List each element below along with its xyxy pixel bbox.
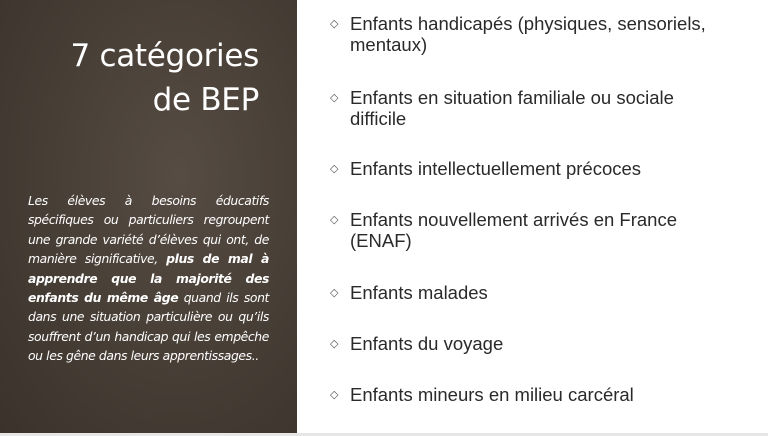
intro-text-1: Les élèves à besoins éducatifs spécifiques ou particuliers regroupent une grande variété d’élèves qui ont, de manière significative, <box>28 193 269 267</box>
slide-title <box>71 34 259 122</box>
diamond-bullet-icon: ◇ <box>330 91 339 104</box>
left-panel <box>0 0 297 436</box>
diamond-bullet-icon: ◇ <box>330 162 339 175</box>
list-item-text: Enfants handicapés (physiques, sensoriels, mentaux) <box>350 13 706 55</box>
list-item-text: Enfants nouvellement arrivés en France (ENAF) <box>350 209 678 251</box>
list-item-text: Enfants mineurs en milieu carcéral <box>350 384 634 405</box>
list-item <box>330 13 730 55</box>
list-item <box>330 384 730 405</box>
bullet-list-panel <box>297 0 768 436</box>
diamond-bullet-icon: ◇ <box>330 286 339 299</box>
diamond-bullet-icon: ◇ <box>330 337 339 350</box>
list-item <box>330 333 730 354</box>
intro-bold-text: plus de mal à apprendre que la majorité des enfants du même âge <box>28 251 269 306</box>
intro-text-2: quand ils sont dans une situation particulière ou qu’ils souffrent d’un handicap qui les empêche ou les gêne dans leurs apprentissages.. <box>28 290 269 364</box>
intro-paragraph <box>28 191 269 366</box>
list-item <box>330 282 730 303</box>
list-item-text: Enfants malades <box>350 282 488 303</box>
list-item-text: Enfants intellectuellement précoces <box>350 158 642 179</box>
list-item <box>330 87 730 129</box>
list-item-text: Enfants du voyage <box>350 333 504 354</box>
diamond-bullet-icon: ◇ <box>330 213 339 226</box>
diamond-bullet-icon: ◇ <box>330 388 339 401</box>
title-line-1: 7 catégories <box>70 38 259 74</box>
title-line-2: de BEP <box>152 82 259 118</box>
list-item <box>330 158 730 179</box>
diamond-bullet-icon: ◇ <box>330 17 339 30</box>
list-item <box>330 209 730 251</box>
list-item-text: Enfants en situation familiale ou sociale difficile <box>350 87 674 129</box>
